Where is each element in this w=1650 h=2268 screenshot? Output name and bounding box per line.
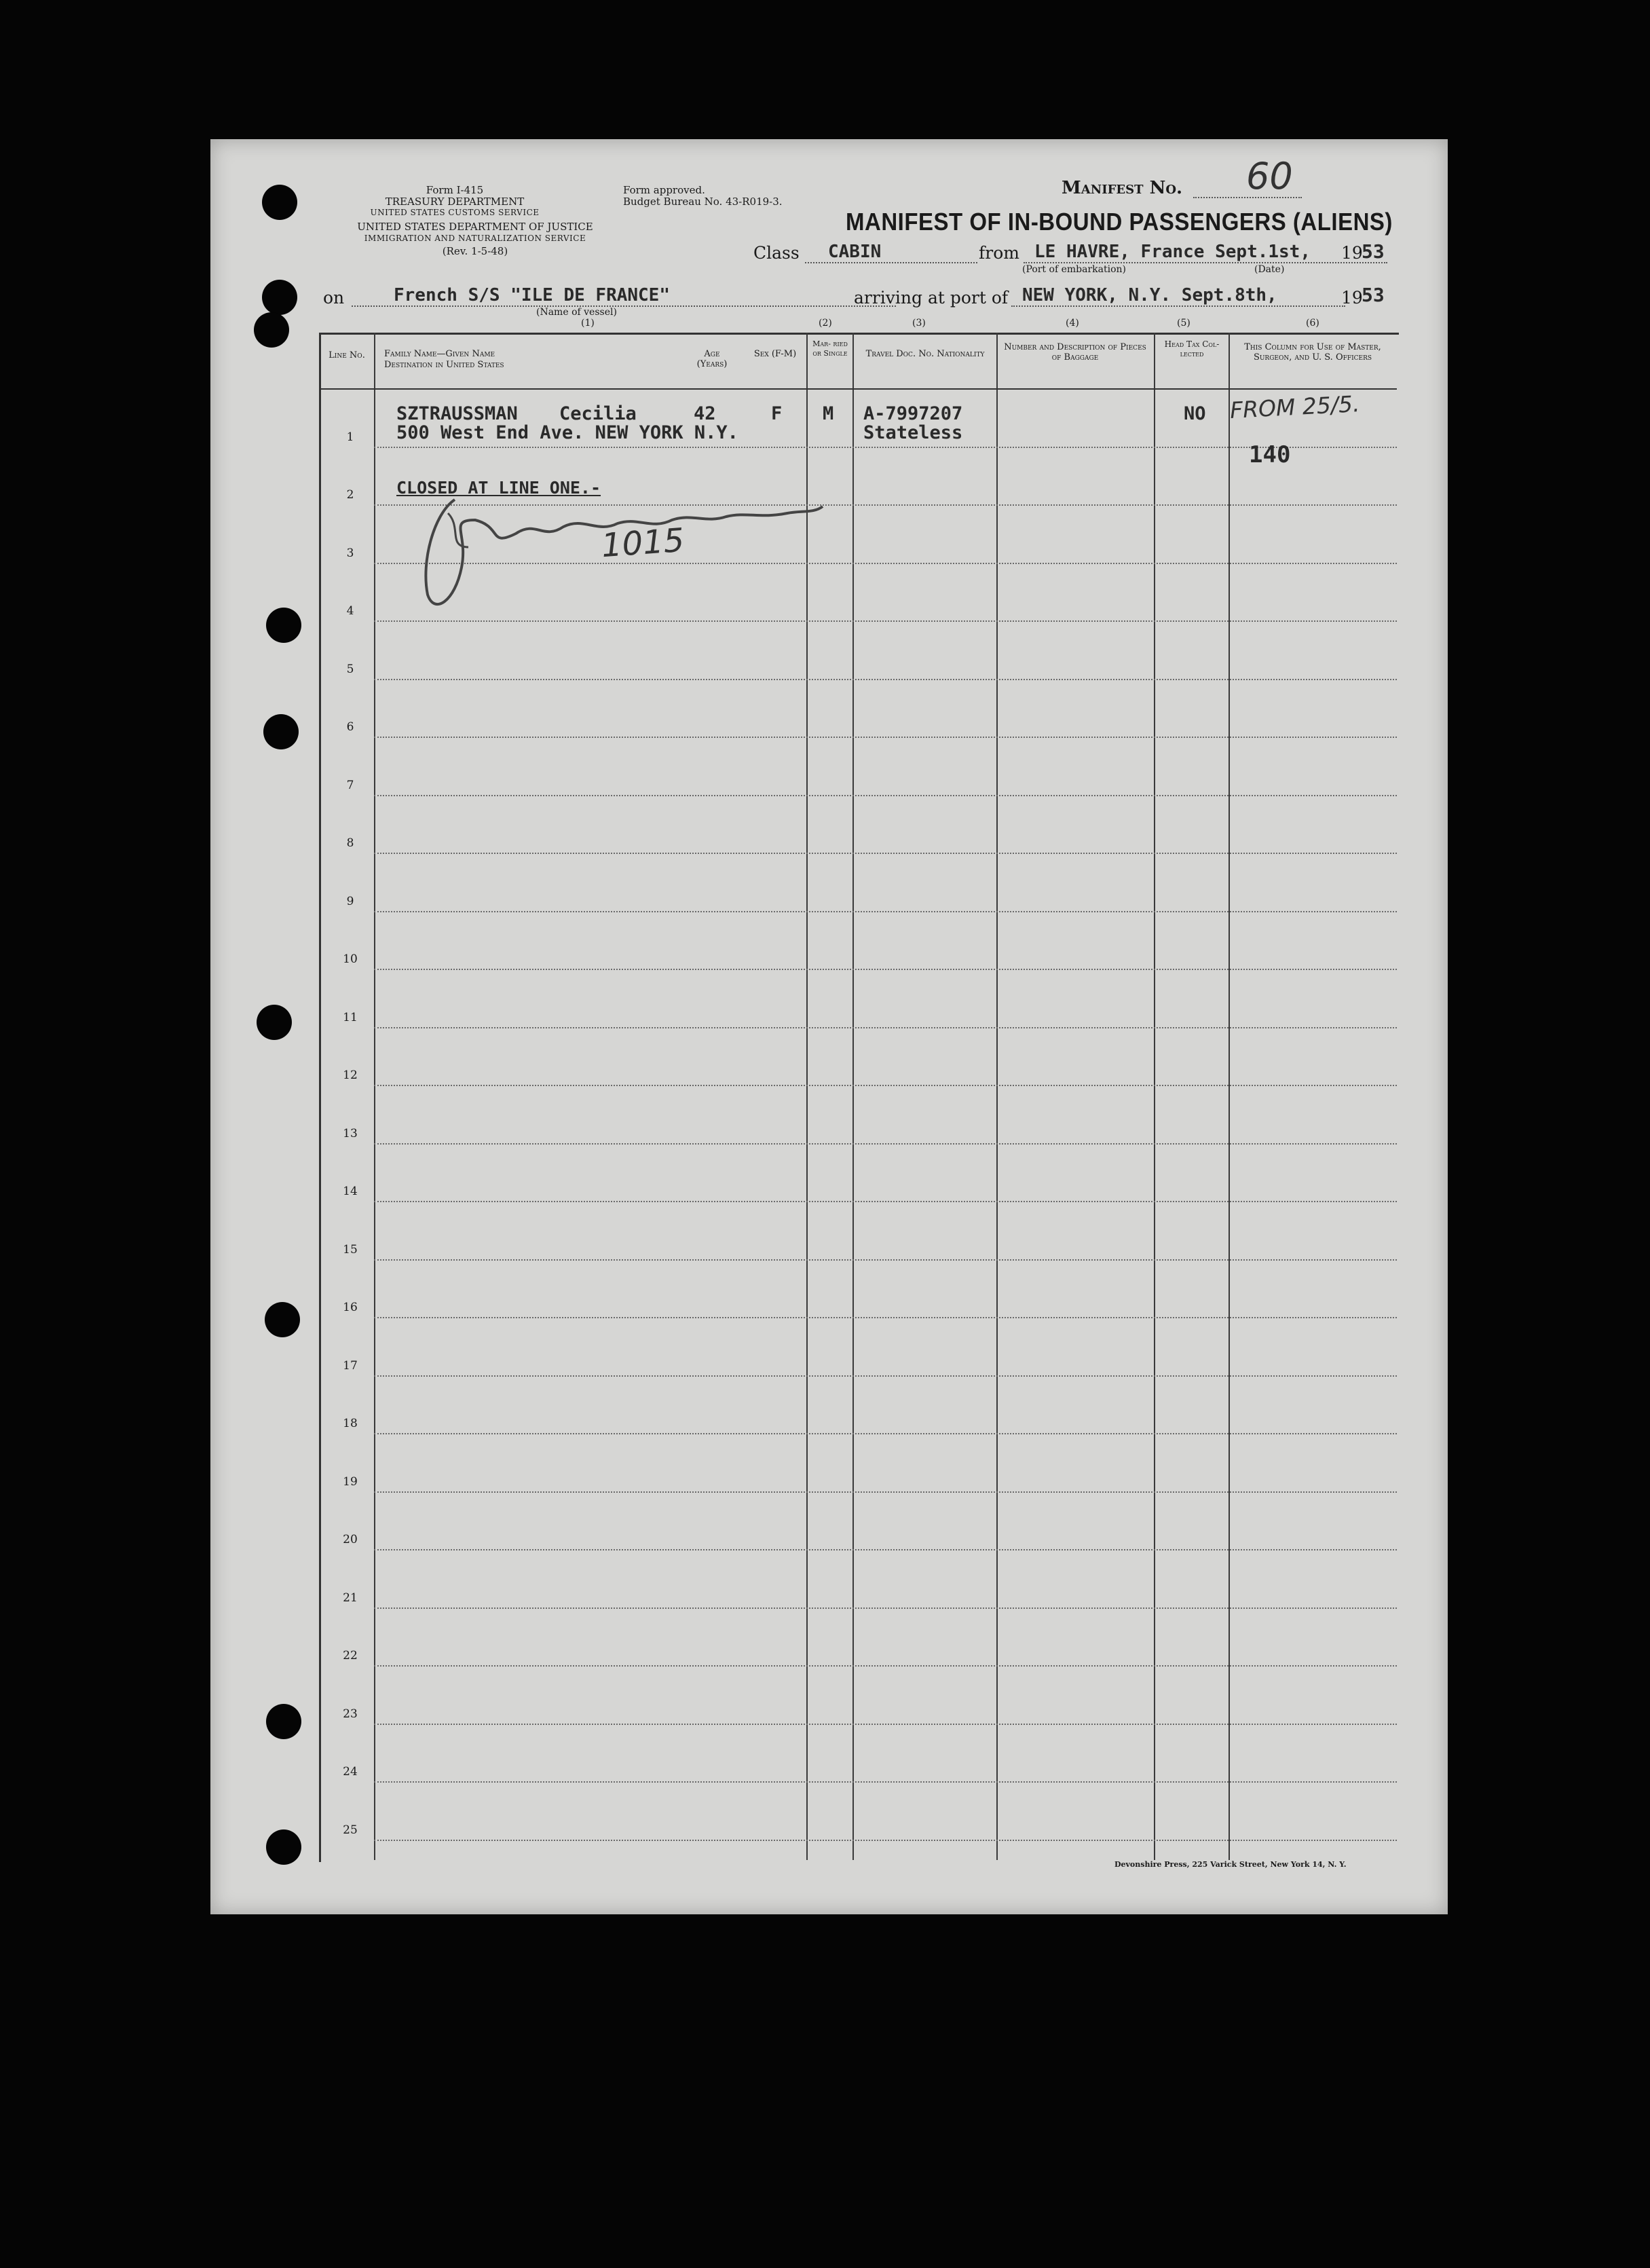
line-number: 25 — [343, 1823, 358, 1837]
row-rule — [374, 795, 1397, 796]
arriving-label: arriving at port of — [854, 288, 1009, 308]
manifest-no-label: Manifest No. — [1062, 178, 1183, 198]
row-rule — [374, 1840, 1397, 1841]
punch-hole — [266, 1829, 301, 1865]
passenger-address: 500 West End Ave. NEW YORK N.Y. — [396, 422, 738, 443]
line-number: 4 — [346, 604, 354, 618]
page-title: MANIFEST OF IN-BOUND PASSENGERS (ALIENS) — [846, 208, 1393, 236]
year-prefix-2: 19 — [1341, 288, 1363, 308]
class-label: Class — [753, 243, 800, 263]
customs-service: UNITED STATES CUSTOMS SERVICE — [370, 208, 540, 217]
passenger-surname: SZTRAUSSMAN — [396, 403, 518, 424]
form-approved: Form approved. — [623, 184, 705, 196]
row-rule — [374, 1549, 1397, 1550]
line-number: 13 — [343, 1126, 358, 1140]
column-num-6: (6) — [1306, 318, 1319, 329]
line-number: 7 — [346, 778, 354, 792]
line-number: 2 — [346, 488, 354, 502]
closed-notice: CLOSED AT LINE ONE.- — [396, 478, 601, 498]
col-header-baggage: Number and Description of Pieces of Baggage — [1004, 342, 1146, 362]
row-rule — [374, 679, 1397, 680]
line-number: 12 — [343, 1068, 358, 1082]
line-number: 18 — [343, 1417, 358, 1430]
passenger-given-name: Cecilia — [559, 403, 637, 424]
line-number: 17 — [343, 1358, 358, 1373]
row-rule — [374, 1433, 1397, 1434]
row-rule — [374, 1781, 1397, 1783]
col-header-line: Line No. — [329, 350, 365, 360]
passenger-married: M — [823, 403, 834, 424]
punch-hole — [263, 714, 299, 749]
col-header-destination: Destination in United States — [384, 360, 504, 370]
line-number: 8 — [346, 836, 354, 850]
column-num-2: (2) — [819, 318, 832, 329]
justice-dept: UNITED STATES DEPARTMENT OF JUSTICE — [357, 221, 593, 233]
line-number: 11 — [343, 1010, 358, 1024]
row-rule — [374, 1085, 1397, 1086]
row-rule — [374, 911, 1397, 912]
head-tax-value: NO — [1184, 403, 1206, 424]
line-number: 22 — [343, 1649, 358, 1662]
officer-note: FROM 25/5. — [1229, 390, 1361, 424]
punch-hole — [262, 185, 297, 220]
row-rule — [374, 737, 1397, 738]
col-header-head-tax: Head Tax Col- lected — [1164, 339, 1220, 358]
column-num-3: (3) — [912, 318, 926, 329]
row-rule — [374, 1259, 1397, 1261]
line-number: 10 — [343, 952, 358, 966]
year-prefix-1: 19 — [1341, 243, 1363, 263]
column-num-4: (4) — [1066, 318, 1079, 329]
col-header-travel-doc: Travel Doc. No. Nationality — [865, 349, 985, 359]
punch-hole — [257, 1005, 292, 1040]
from-label: from — [979, 243, 1019, 263]
line-number: 19 — [343, 1474, 358, 1489]
row-rule — [374, 1491, 1397, 1493]
punch-hole — [254, 312, 289, 348]
row-rule — [374, 1724, 1397, 1725]
passenger-sex: F — [771, 403, 783, 424]
line-number: 16 — [343, 1301, 358, 1314]
col-header-name: Family Name—Given Name — [384, 349, 495, 359]
handwritten-number: 1015 — [600, 521, 686, 565]
line-number: 6 — [346, 720, 354, 734]
line-number: 9 — [346, 894, 354, 908]
vessel-caption: (Name of vessel) — [536, 307, 617, 318]
row-rule — [374, 1201, 1397, 1202]
row-rule — [374, 447, 1397, 448]
passenger-nationality: Stateless — [863, 422, 963, 443]
treasury-dept: TREASURY DEPARTMENT — [385, 196, 525, 208]
line-number: 21 — [343, 1591, 358, 1605]
printer-credit: Devonshire Press, 225 Varick Street, New York 14, N. Y. — [1114, 1860, 1347, 1869]
col-header-officers: This Column for Use of Master, Surgeon, and U. S. Officers — [1244, 342, 1381, 362]
row-rule — [374, 1027, 1397, 1028]
line-number: 3 — [346, 546, 354, 560]
from-value: LE HAVRE, France Sept.1st, — [1024, 242, 1387, 263]
line-number: 14 — [343, 1185, 358, 1198]
line-number: 1 — [346, 430, 354, 444]
year-value-1: 53 — [1362, 240, 1385, 263]
row-rule — [374, 1317, 1397, 1318]
column-num-5: (5) — [1177, 318, 1190, 329]
row-rule — [374, 969, 1397, 970]
line-number: 5 — [346, 662, 354, 676]
row-rule — [374, 1607, 1397, 1609]
arriving-value: NEW YORK, N.Y. Sept.8th, — [1011, 285, 1345, 307]
row-rule — [374, 1665, 1397, 1667]
vessel-name: French S/S "ILE DE FRANCE" — [352, 285, 896, 307]
col-header-sex: Sex (F-M) — [753, 349, 797, 359]
row-rule — [374, 1143, 1397, 1145]
passenger-age: 42 — [694, 403, 716, 424]
budget-bureau: Budget Bureau No. 43-R019-3. — [623, 196, 783, 208]
on-label: on — [323, 288, 345, 308]
immigration-service: IMMIGRATION AND NATURALIZATION SERVICE — [364, 234, 586, 243]
travel-doc-number: A-7997207 — [863, 403, 963, 424]
form-number: Form I-415 — [426, 184, 484, 196]
line-number: 15 — [343, 1242, 358, 1257]
revision: (Rev. 1-5-48) — [442, 245, 508, 257]
col-header-age: Age (Years) — [696, 349, 728, 369]
year-value-2: 53 — [1362, 284, 1385, 306]
port-embark-caption: (Port of embarkation) — [1022, 264, 1126, 275]
officer-number: 140 — [1249, 441, 1291, 468]
column-num-1: (1) — [581, 318, 595, 329]
manifest-no-value: 60 — [1246, 155, 1293, 198]
date-caption: (Date) — [1254, 264, 1285, 275]
row-rule — [374, 853, 1397, 854]
row-rule — [374, 1375, 1397, 1377]
line-number: 24 — [343, 1765, 358, 1779]
line-number: 20 — [343, 1533, 358, 1546]
punch-hole — [262, 280, 297, 315]
punch-hole — [265, 1302, 300, 1337]
punch-hole — [266, 608, 301, 643]
line-number: 23 — [343, 1707, 358, 1721]
punch-hole — [266, 1704, 301, 1739]
class-value: CABIN — [805, 242, 977, 263]
col-header-married: Mar- ried or Single — [812, 339, 848, 358]
